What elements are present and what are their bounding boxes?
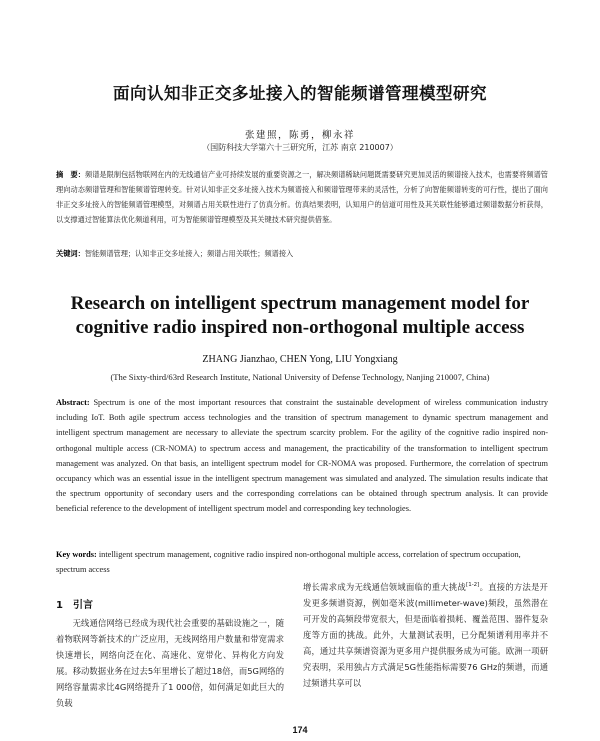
chinese-abstract-label: 摘 要： — [56, 170, 85, 179]
english-keywords — [56, 547, 548, 577]
citation: [1-2] — [466, 582, 480, 588]
english-abstract — [56, 395, 548, 517]
chinese-authors: 张建照，陈勇，柳永祥 — [244, 130, 355, 141]
section-title: 引言 — [72, 600, 93, 611]
english-title-line-1: Research on intelligent spectrum management model for — [70, 293, 530, 314]
chinese-title: 面向认知非正交多址接入的智能频谱管理模型研究 — [113, 84, 487, 103]
body-column-left — [56, 615, 284, 711]
section-heading-introduction — [56, 596, 103, 611]
english-affiliation: (The Sixty-third/63rd Research Institute, National University of Defense Technology, Nanjing 210007, China) — [110, 372, 490, 382]
chinese-abstract — [56, 167, 548, 227]
intro-right-text-b: 。直接的方法是开发更多频谱资源，例如毫米波(millimeter-wave)频段，虽然潜在可开发的高频段带宽很大，但是面临着损耗、覆盖范围、器件复杂度等方面的挑战。此外，大量测试表明，已分配频谱利用率并不高，通过共享频谱资源为更多用户提供服务成为可能。欧洲一项研究表明，采用独占方式满足5G性能指标需要76 GHz的频谱，而通过频谱共享可以 — [303, 581, 548, 688]
intro-right-text-a: 增长需求成为无线通信领域面临的重大挑战 — [303, 581, 467, 592]
chinese-affiliation: （国防科技大学第六十三研究所，江苏 南京 210007） — [202, 143, 398, 152]
english-title — [40, 292, 560, 340]
english-keywords-text: intelligent spectrum management, cognitive radio inspired non-orthogonal multiple access, correlation of spectrum occupation, spectrum access — [56, 550, 521, 574]
intro-paragraph-left: 无线通信网络已经成为现代社会重要的基础设施之一，随着物联网等新技术的广泛应用，无线网络用户数量和带宽需求快速增长，网络向泛在化、高速化、宽带化、异构化方向发展。移动数据业务在过去5年里增长了超过18倍，而5G网络的网络容量需求比4G网络提升了1 000倍，如何满足如此巨大的负载 — [56, 618, 284, 708]
section-number: 1 — [56, 600, 63, 611]
chinese-keywords-label: 关键词： — [56, 249, 85, 258]
chinese-keywords — [56, 247, 548, 260]
english-abstract-text: Spectrum is one of the most important resources that constraint the sustainable development of wireless communication industry including IoT. Both agile spectrum access technologies and the transition of spectrum management to dynamic spectrum management and intelligent spectrum management are necessary to alleviate the spectrum scarcity problem. For the agility of the cognitive radio inspired non-orthogonal multiple access (CR-NOMA) to spectrum access and management, the practicability of the transformation to intelligent spectrum management was analyzed. On that basis, an intelligent spectrum model for CR-NOMA was proposed. Furthermore, the correlation of spectrum occupancy which was an essential issue in the intelligent spectrum management was simulated and analyzed. The simulation results indicate that the spectrum opportunity of secondary users and the corresponding correlations can be obtained through spectrum analysis. It can provide beneficial reference to the development of intelligent spectrum model and corresponding key technologies. — [56, 398, 548, 514]
english-authors: ZHANG Jianzhao, CHEN Yong, LIU Yongxiang — [202, 354, 398, 365]
intro-paragraph-right — [303, 577, 548, 691]
chinese-abstract-text: 频谱是限制包括物联网在内的无线通信产业可持续发展的重要资源之一，解决频谱稀缺问题既需要研究更加灵活的频谱接入技术，也需要将频谱管理向动态频谱管理和智能频谱管理转变。针对认知非正交多址接入技术为频谱接入和频谱管理带来的灵活性，分析了向智能频谱转变的可行性，提出了面向非正交多址接入的智能频谱管理模型，对频谱占用关联性进行了仿真分析。仿真结果表明，认知用户的信道可用性及其关联性能够通过频谱数据分析获得，以支撑通过智能算法优化频道利用，可为智能频谱管理模型及其关键技术研究提供借鉴。 — [56, 170, 548, 224]
english-keywords-label: Key words: — [56, 550, 97, 559]
body-column-right — [303, 577, 548, 691]
chinese-keywords-text: 智能频谱管理；认知非正交多址接入；频谱占用关联性；频谱接入 — [84, 249, 294, 258]
english-title-line-2: cognitive radio inspired non-orthogonal multiple access — [75, 317, 525, 338]
english-abstract-label: Abstract: — [56, 398, 90, 407]
page-number: 174 — [292, 725, 308, 735]
